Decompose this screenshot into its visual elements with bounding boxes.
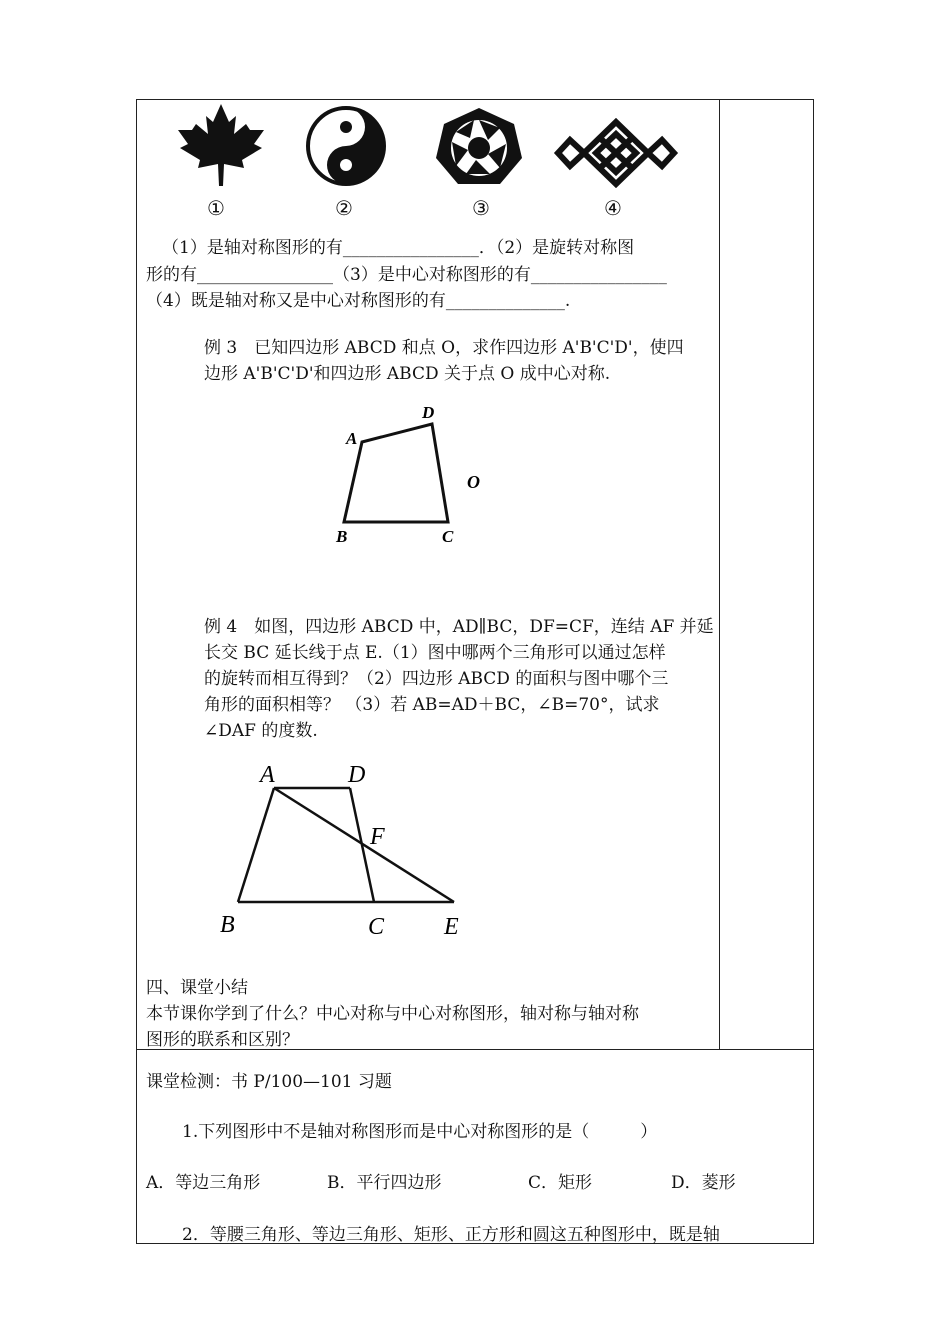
example3-quadrilateral-figure bbox=[330, 398, 500, 548]
example4-line4: 角形的面积相等？ （3）若 AB=AD＋BC，∠B=70°，试求 bbox=[204, 695, 660, 715]
icon-label-4: ④ bbox=[604, 196, 622, 220]
maple-leaf-icon bbox=[174, 100, 268, 190]
point-c-label: C bbox=[442, 527, 454, 546]
example4-line5: ∠DAF 的度数. bbox=[204, 721, 318, 741]
icon-label-3: ③ bbox=[472, 196, 490, 220]
check-question2: 2．等腰三角形、等边三角形、矩形、正方形和圆这五种图形中，既是轴 bbox=[182, 1225, 720, 1245]
point-o-label: O bbox=[467, 472, 480, 492]
check-heading: 课堂检测：书 P/100—101 习题 bbox=[146, 1072, 392, 1092]
example4-line2: 长交 BC 延长线于点 E.（1）图中哪两个三角形可以通过怎样 bbox=[204, 643, 666, 663]
summary-heading: 四、课堂小结 bbox=[146, 978, 248, 998]
table-column-divider bbox=[719, 99, 720, 1049]
camera-aperture-icon bbox=[434, 106, 524, 188]
quadrilateral-abcd bbox=[344, 424, 448, 522]
example4-trapezoid-figure bbox=[214, 756, 474, 946]
check-question1: 1.下列图形中不是轴对称图形而是中心对称图形的是（ ） bbox=[182, 1122, 658, 1142]
question1-line3: （4）既是轴对称又是中心对称图形的有______________. bbox=[146, 291, 571, 311]
point-a-label: A bbox=[346, 429, 358, 448]
endless-knot-icon bbox=[552, 118, 680, 188]
point-c-label: C bbox=[368, 914, 385, 940]
check-option-b: B．平行四边形 bbox=[327, 1173, 442, 1193]
summary-line1: 本节课你学到了什么？中心对称与中心对称图形，轴对称与轴对称 bbox=[146, 1004, 639, 1024]
icon-label-1: ① bbox=[207, 196, 225, 220]
check-option-a: A．等边三角形 bbox=[146, 1173, 261, 1193]
example4-line3: 的旋转而相互得到？（2）四边形 ABCD 的面积与图中哪个三 bbox=[204, 669, 669, 689]
example3-line2: 边形 A'B'C'D'和四边形 ABCD 关于点 O 成中心对称. bbox=[204, 364, 611, 384]
point-d-label: D bbox=[348, 762, 366, 788]
table-border-left bbox=[136, 99, 137, 1244]
check-option-d: D．菱形 bbox=[671, 1173, 736, 1193]
point-e-label: E bbox=[444, 914, 459, 940]
point-a-label: A bbox=[260, 762, 275, 788]
question1-line2: 形的有________________（3）是中心对称图形的有________________ bbox=[146, 265, 667, 285]
summary-line2: 图形的联系和区别？ bbox=[146, 1030, 299, 1050]
question1-line1: （1）是轴对称图形的有________________．（2）是旋转对称图 bbox=[162, 238, 635, 258]
icon-label-2: ② bbox=[335, 196, 353, 220]
example3-line1: 例 3 已知四边形 ABCD 和点 O，求作四边形 A'B'C'D'，使四 bbox=[204, 338, 684, 358]
yin-yang-icon bbox=[304, 104, 388, 188]
point-f-label: F bbox=[370, 824, 385, 850]
table-border-right bbox=[813, 99, 814, 1244]
point-b-label: B bbox=[336, 527, 348, 546]
check-option-c: C．矩形 bbox=[528, 1173, 593, 1193]
point-d-label: D bbox=[422, 403, 435, 422]
example4-line1: 例 4 如图，四边形 ABCD 中，AD∥BC，DF=CF，连结 AF 并延 bbox=[204, 617, 714, 637]
point-b-label: B bbox=[220, 912, 235, 938]
